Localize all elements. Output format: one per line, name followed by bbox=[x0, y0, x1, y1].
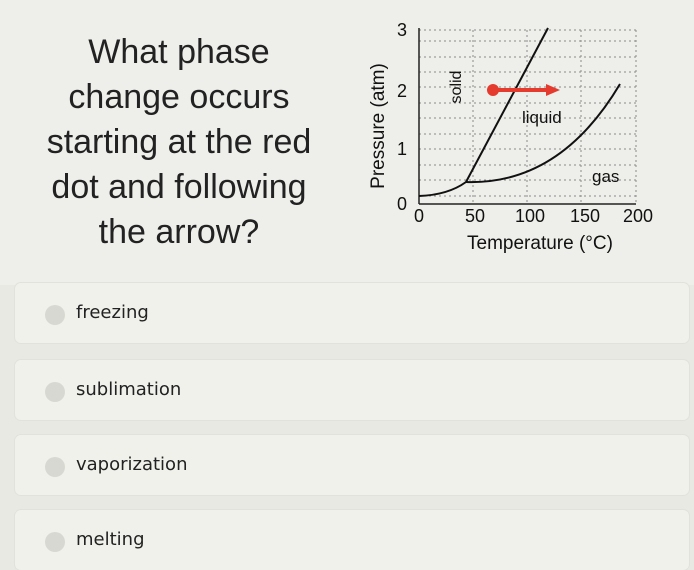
answer-option-melting[interactable] bbox=[15, 510, 689, 570]
y-tick-label: 1 bbox=[397, 139, 408, 159]
radio-circle-icon[interactable] bbox=[45, 532, 65, 552]
radio-circle-icon[interactable] bbox=[45, 382, 65, 402]
answer-label: sublimation bbox=[76, 379, 182, 400]
x-axis-label: Temperature (°C) bbox=[467, 233, 613, 254]
question-line: dot and following bbox=[51, 168, 307, 206]
solid-gas-boundary bbox=[419, 182, 466, 196]
red-dot-marker bbox=[487, 84, 499, 96]
radio-circle-icon[interactable] bbox=[45, 305, 65, 325]
question-line: What phase bbox=[88, 33, 270, 71]
x-tick-label: 100 bbox=[514, 206, 546, 226]
answer-label: melting bbox=[76, 529, 145, 550]
question-line: change occurs bbox=[68, 78, 290, 116]
x-tick-label: 0 bbox=[413, 206, 425, 226]
liquid-region-label: liquid bbox=[522, 108, 562, 127]
y-tick-label: 0 bbox=[397, 194, 408, 214]
y-tick-label: 2 bbox=[397, 81, 408, 101]
y-axis-label: Pressure (atm) bbox=[368, 63, 389, 189]
gas-region-label: gas bbox=[592, 167, 620, 186]
answer-option-sublimation[interactable] bbox=[15, 360, 689, 420]
answer-option-vaporization[interactable] bbox=[15, 435, 689, 495]
y-tick-label: 3 bbox=[397, 20, 408, 40]
x-tick-label: 200 bbox=[622, 206, 654, 226]
arrow-head bbox=[546, 84, 560, 96]
solid-liquid-boundary bbox=[466, 28, 548, 182]
answer-label: freezing bbox=[76, 302, 149, 323]
radio-circle-icon[interactable] bbox=[45, 457, 65, 477]
question-line: the arrow? bbox=[98, 213, 260, 251]
answer-option-freezing[interactable] bbox=[15, 283, 689, 343]
x-tick-label: 150 bbox=[569, 206, 601, 226]
question-line: starting at the red bbox=[46, 123, 312, 161]
answer-label: vaporization bbox=[76, 454, 188, 475]
x-tick-label: 50 bbox=[464, 206, 486, 226]
solid-region-label: solid bbox=[448, 70, 465, 104]
